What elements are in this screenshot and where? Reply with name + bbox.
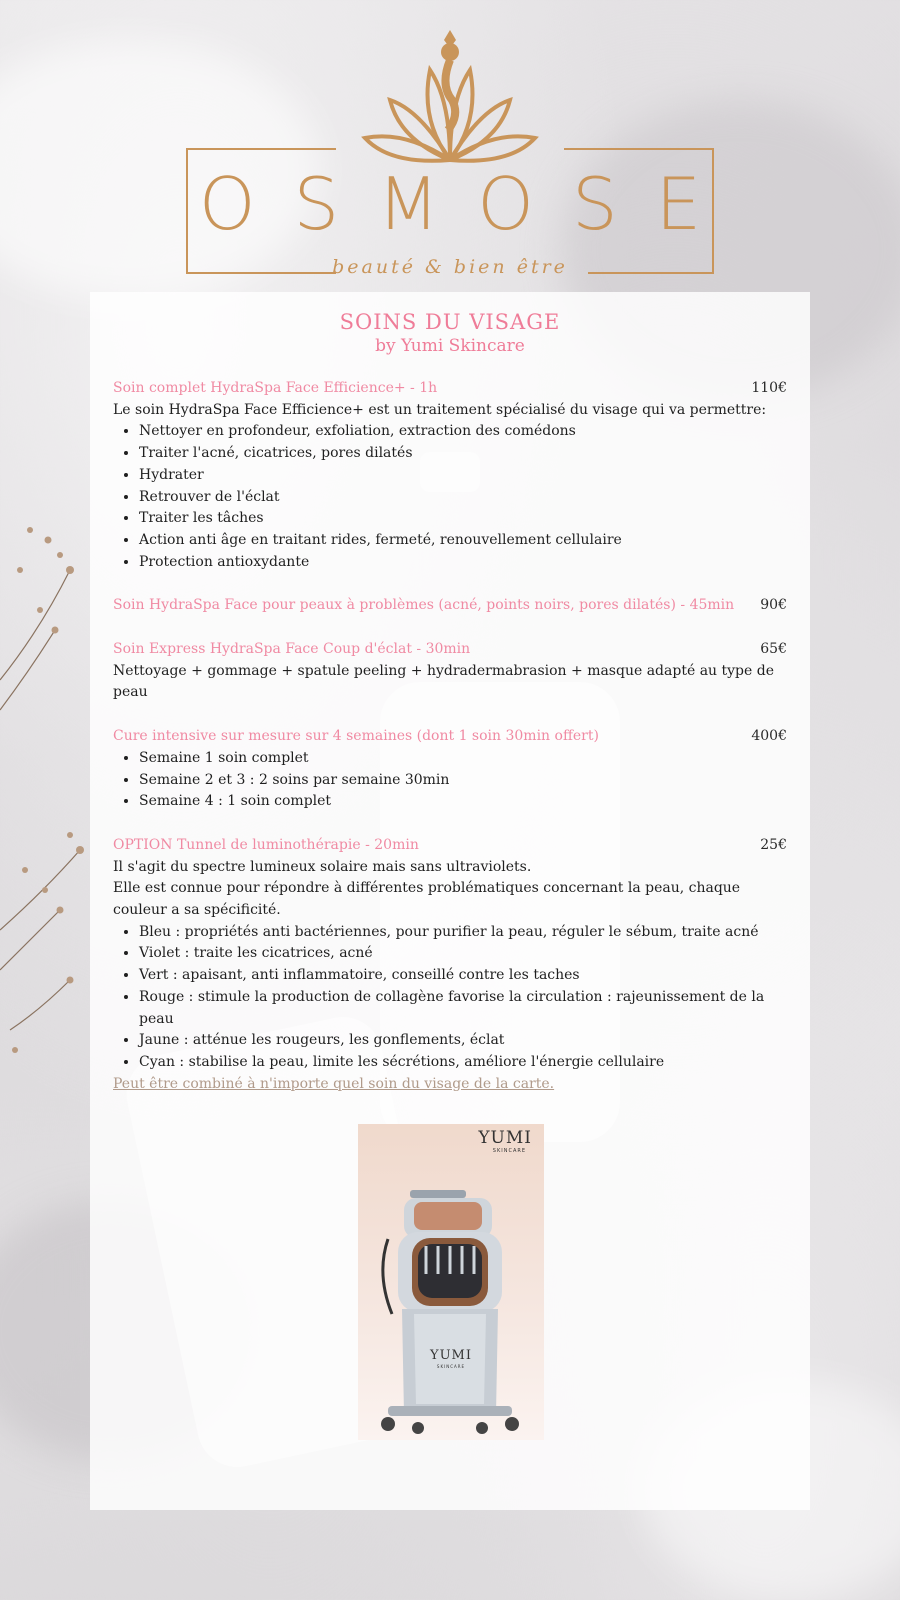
treatment-title: OPTION Tunnel de luminothérapie - 20min	[113, 836, 419, 853]
list-item: • Semaine 1 soin complet	[139, 748, 787, 770]
dried-flowers-icon	[0, 510, 90, 1110]
list-item: • Vert : apaisant, anti inflammatoire, conseillé contre les taches	[139, 965, 787, 987]
menu-card	[90, 292, 810, 1510]
combination-note[interactable]: Peut être combiné à n'importe quel soin du visage de la carte.	[113, 1075, 555, 1092]
hydrafacial-machine-icon	[358, 1124, 544, 1440]
treatment-price: 25€	[760, 836, 787, 853]
treatment-header	[113, 378, 787, 400]
list-item: • Nettoyer en profondeur, exfoliation, extraction des comédons	[139, 421, 787, 443]
treatment-section	[113, 595, 787, 617]
logo-frame	[186, 148, 336, 150]
list-item: • Retrouver de l'éclat	[139, 487, 787, 509]
treatment-section	[113, 835, 787, 1095]
list-item: • Semaine 4 : 1 soin complet	[139, 791, 787, 813]
brand-tagline: beauté & bien être	[332, 256, 568, 278]
list-item: • Action anti âge en traitant rides, fermeté, renouvellement cellulaire	[139, 530, 787, 552]
machine-label: YUMI	[430, 1348, 472, 1363]
treatment-price: 110€	[751, 380, 787, 396]
list-item: • Protection antioxydante	[139, 552, 787, 574]
treatment-description: Nettoyage + gommage + spatule peeling + hydradermabrasion + masque adapté au type de peau	[113, 662, 774, 701]
treatment-header	[113, 639, 787, 661]
page-subtitle: by Yumi Skincare	[375, 336, 525, 356]
schedule-list	[113, 748, 787, 813]
treatment-header	[113, 595, 787, 617]
list-item: • Bleu : propriétés anti bactériennes, pour purifier la peau, réguler le sébum, traite acné	[139, 922, 787, 944]
list-item: • Cyan : stabilise la peau, limite les sécrétions, améliore l'énergie cellulaire	[139, 1052, 787, 1074]
product-brand-sub: SKINCARE	[492, 1148, 526, 1154]
list-item: • Traiter l'acné, cicatrices, pores dilatés	[139, 443, 787, 465]
treatment-price: 400€	[751, 728, 787, 745]
treatment-description: Elle est connue pour répondre à différentes problématiques concernant la peau, chaque couleur a sa spécificité.	[113, 880, 741, 919]
list-item: • Jaune : atténue les rougeurs, les gonflements, éclat	[139, 1030, 787, 1052]
treatment-header	[113, 835, 787, 857]
list-item: • Rouge : stimule la production de collagène favorise la circulation : rajeunissement de la peau	[139, 987, 787, 1030]
list-item: • Hydrater	[139, 465, 787, 487]
treatment-title: Soin complet HydraSpa Face Efficience+ - 1h	[113, 380, 438, 396]
page-title: SOINS DU VISAGE	[339, 310, 561, 334]
treatment-section	[113, 726, 787, 813]
menu-content	[113, 310, 787, 1095]
treatment-title: Soin HydraSpa Face pour peaux à problèmes (acné, points noirs, pores dilatés) - 45min	[113, 597, 735, 614]
treatment-title: Cure intensive sur mesure sur 4 semaines (dont 1 soin 30min offert)	[113, 728, 599, 745]
treatment-header	[113, 726, 787, 748]
product-brand-label: YUMI	[478, 1128, 532, 1148]
brand-header	[0, 0, 900, 290]
color-list	[113, 922, 787, 1074]
list-item: • Semaine 2 et 3 : 2 soins par semaine 30min	[139, 770, 787, 792]
machine-sub: SKINCARE	[436, 1364, 466, 1369]
product-image	[358, 1124, 544, 1440]
treatment-section	[113, 378, 787, 573]
benefit-list	[113, 421, 787, 573]
list-item: • Traiter les tâches	[139, 508, 787, 530]
treatment-title: Soin Express HydraSpa Face Coup d'éclat - 30min	[113, 641, 471, 658]
treatment-description: Le soin HydraSpa Face Efficience+ est un traitement spécialisé du visage qui va permettre:	[113, 401, 767, 418]
brand-name: OSMOSE	[198, 162, 740, 246]
logo-frame	[564, 148, 714, 150]
treatment-price: 90€	[760, 597, 787, 614]
treatment-price: 65€	[760, 641, 787, 658]
lotus-figure-icon	[360, 30, 540, 170]
treatment-description: Il s'agit du spectre lumineux solaire mais sans ultraviolets.	[113, 858, 532, 875]
list-item: • Violet : traite les cicatrices, acné	[139, 943, 787, 965]
treatment-section	[113, 639, 787, 704]
